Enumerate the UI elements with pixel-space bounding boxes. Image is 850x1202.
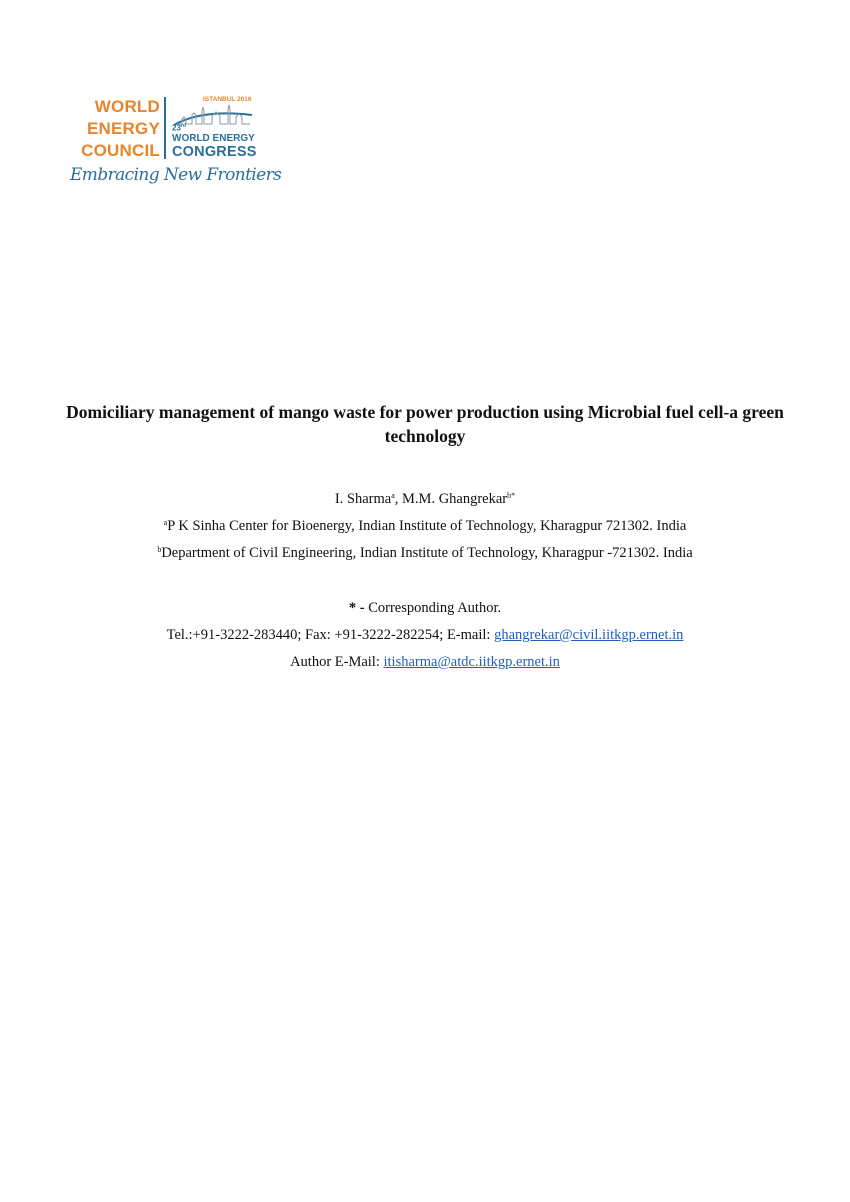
contact-line xyxy=(0,626,850,644)
affiliation-a xyxy=(0,517,850,535)
corresponding-text: Corresponding Author. xyxy=(364,600,502,616)
author-2: M.M. Ghangrekar xyxy=(402,491,508,507)
paper-title: Domiciliary management of mango waste for power production using Microbial fuel cell-a green technology xyxy=(66,402,784,446)
author-separator: , xyxy=(394,491,403,507)
author-1: I. Sharma xyxy=(334,491,392,507)
corresponding-email-link[interactable]: ghangrekar@civil.iitkgp.ernet.in xyxy=(494,627,684,643)
author-email-link[interactable]: itisharma@atdc.iitkgp.ernet.in xyxy=(383,654,560,670)
author-email-label: Author E-Mail: xyxy=(290,654,384,670)
logo-tagline: Embracing New Frontiers xyxy=(70,165,282,185)
contact-prefix: Tel.:+91-3222-283440; Fax: +91-3222-282254; E-mail: xyxy=(166,627,495,643)
affiliation-a-sup: a xyxy=(163,518,168,527)
logo-word-2: ENERGY xyxy=(87,119,160,138)
author-1-sup: a xyxy=(391,491,395,500)
logo-word-1: WORLD xyxy=(94,97,160,116)
affiliation-b xyxy=(0,544,850,562)
logo-word-3: COUNCIL xyxy=(81,141,160,160)
corresponding-author xyxy=(0,599,850,617)
affiliation-b-sup: b xyxy=(157,545,162,554)
wec-logo xyxy=(66,93,282,193)
affiliation-b-text: Department of Civil Engineering, Indian Institute of Technology, Kharagpur -721302. India xyxy=(161,545,693,561)
corresponding-marker: * - xyxy=(348,600,365,616)
affiliation-a-text: P K Sinha Center for Bioenergy, Indian Institute of Technology, Kharagpur 721302. India xyxy=(167,518,687,534)
logo-congress: CONGRESS xyxy=(172,144,257,160)
logo-city: ISTANBUL 2016 xyxy=(203,96,252,103)
logo-world-energy: WORLD ENERGY xyxy=(172,133,255,144)
author-line xyxy=(0,490,850,508)
author-2-sup: b* xyxy=(507,491,516,500)
author-email-line xyxy=(0,653,850,671)
logo-divider xyxy=(164,97,166,159)
logo-world-energy-council xyxy=(66,96,160,162)
logo-edition: 23rd xyxy=(172,123,186,133)
